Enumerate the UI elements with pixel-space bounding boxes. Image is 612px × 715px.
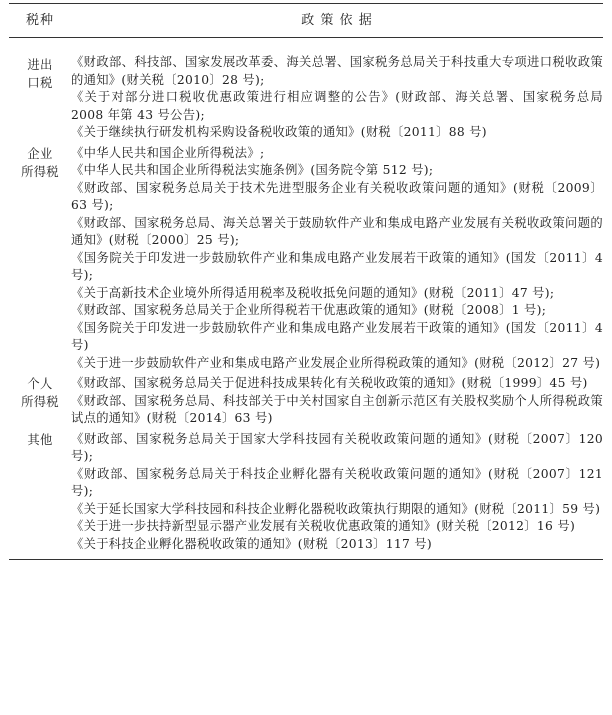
policy-item: 《财政部、国家税务总局关于促进科技成果转化有关税收政策的通知》(财税〔1999〕45 号) bbox=[71, 376, 588, 390]
tax-policy-table bbox=[9, 3, 603, 560]
policy-item: 《财政部、国家税务总局、海关总署关于鼓励软件产业和集成电路产业发展有关税收政策问题的通知》(财税〔2000〕25 号); bbox=[71, 215, 603, 247]
section-row-other bbox=[9, 428, 603, 560]
policy-item: 《国务院关于印发进一步鼓励软件产业和集成电路产业发展若干政策的通知》(国发〔2011〕4 号); bbox=[71, 250, 603, 282]
policy-item: 《关于高新技术企业境外所得适用税率及税收抵免问题的通知》(财税〔2011〕47 号); bbox=[71, 285, 555, 300]
policy-item: 《关于继续执行研发机构采购设备税收政策的通知》(财税〔2011〕88 号) bbox=[71, 125, 487, 139]
tax-type-cell bbox=[9, 372, 71, 428]
section-row-individual-income-tax bbox=[9, 372, 603, 428]
tax-type-label: 进出 bbox=[27, 58, 53, 72]
policy-list-cell bbox=[71, 38, 603, 142]
table-body bbox=[9, 38, 603, 560]
tax-type-label: 个人 bbox=[27, 377, 53, 391]
tax-type-label: 所得税 bbox=[21, 395, 59, 409]
policy-item: 《中华人民共和国企业所得税法实施条例》(国务院令第 512 号); bbox=[71, 163, 434, 177]
section-row-enterprise-income-tax bbox=[9, 142, 603, 373]
policy-item: 《财政部、国家税务总局、科技部关于中关村国家自主创新示范区有关股权奖励个人所得税政策试点的通知》(财税〔2014〕63 号) bbox=[71, 393, 603, 425]
policy-item: 《关于进一步扶持新型显示器产业发展有关税收优惠政策的通知》(财关税〔2012〕16 号) bbox=[71, 519, 576, 533]
policy-list-cell bbox=[71, 142, 603, 373]
tax-type-label: 口税 bbox=[27, 76, 53, 90]
policy-item: 《财政部、科技部、国家发展改革委、海关总署、国家税务总局关于科技重大专项进口税收政策的通知》(财关税〔2010〕28 号); bbox=[71, 55, 603, 87]
policy-item: 《财政部、国家税务总局关于科技企业孵化器有关税收政策问题的通知》(财税〔2007〕121 号); bbox=[71, 466, 603, 498]
policy-item: 《关于科技企业孵化器税收政策的通知》(财税〔2013〕117 号) bbox=[71, 536, 432, 551]
policy-list-cell bbox=[71, 372, 603, 428]
policy-item: 《关于对部分进口税收优惠政策进行相应调整的公告》(财政部、海关总署、国家税务总局 2008 年第 43 号公告); bbox=[71, 90, 603, 122]
policy-item: 《财政部、国家税务总局关于企业所得税若干优惠政策的通知》(财税〔2008〕1 号); bbox=[71, 303, 547, 317]
table-header bbox=[9, 4, 603, 38]
header-tax-type: 税种 bbox=[25, 12, 54, 28]
tax-type-cell bbox=[9, 428, 71, 560]
policy-item: 《关于进一步鼓励软件产业和集成电路产业发展企业所得税政策的通知》(财税〔2012〕27 号) bbox=[71, 355, 601, 370]
tax-type-cell bbox=[9, 142, 71, 373]
header-row bbox=[9, 4, 603, 38]
policy-list-cell bbox=[71, 428, 603, 560]
section-row-import-export-duty bbox=[9, 38, 603, 142]
header-policy-basis: 政 策 依 据 bbox=[301, 12, 373, 28]
tax-type-cell bbox=[9, 38, 71, 142]
policy-item: 《财政部、国家税务总局关于国家大学科技园有关税收政策问题的通知》(财税〔2007〕120 号); bbox=[71, 431, 603, 463]
tax-type-label: 其他 bbox=[27, 432, 53, 447]
policy-item: 《财政部、国家税务总局关于技术先进型服务企业有关税收政策问题的通知》(财税〔2009〕63 号); bbox=[71, 180, 603, 212]
policy-item: 《关于延长国家大学科技园和科技企业孵化器税收政策执行期限的通知》(财税〔2011〕59 号) bbox=[71, 501, 601, 516]
policy-item: 《中华人民共和国企业所得税法》; bbox=[71, 145, 265, 160]
policy-item: 《国务院关于印发进一步鼓励软件产业和集成电路产业发展若干政策的通知》(国发〔2011〕4 号) bbox=[71, 320, 603, 352]
tax-type-label: 企业 bbox=[27, 146, 53, 161]
tax-type-label: 所得税 bbox=[21, 164, 59, 179]
